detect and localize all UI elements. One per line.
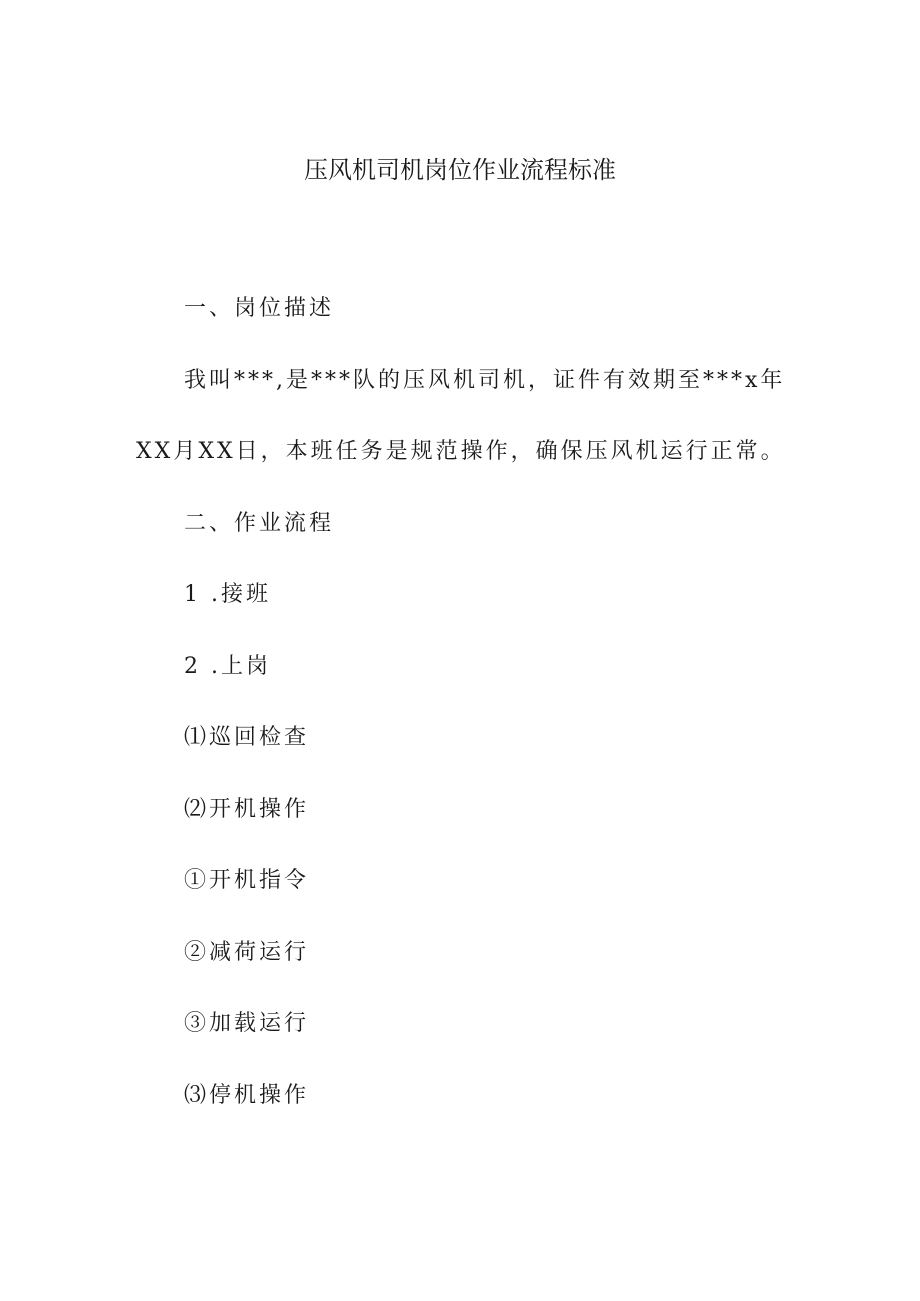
- item-loaded-running: ③加载运行: [184, 1011, 310, 1036]
- substep-patrol-inspection: ⑴巡回检查: [184, 725, 310, 750]
- intro-paragraph-line-1: 我叫***,是***队的压风机司机，证件有效期至***x年: [184, 368, 786, 393]
- section-heading-workflow: 二、作业流程: [184, 511, 335, 536]
- step-on-duty: 2 .上岗: [184, 654, 271, 679]
- document-title: 压风机司机岗位作业流程标准: [304, 156, 616, 184]
- intro-paragraph-line-2: XX月XX日，本班任务是规范操作，确保压风机运行正常。: [136, 439, 786, 464]
- substep-shutdown-operation: ⑶停机操作: [184, 1083, 310, 1108]
- item-startup-command: ①开机指令: [184, 868, 310, 893]
- item-unloaded-running: ②减荷运行: [184, 940, 310, 965]
- substep-startup-operation: ⑵开机操作: [184, 797, 310, 822]
- section-heading-job-description: 一、岗位描述: [184, 296, 335, 321]
- step-handover: 1 .接班: [184, 582, 271, 607]
